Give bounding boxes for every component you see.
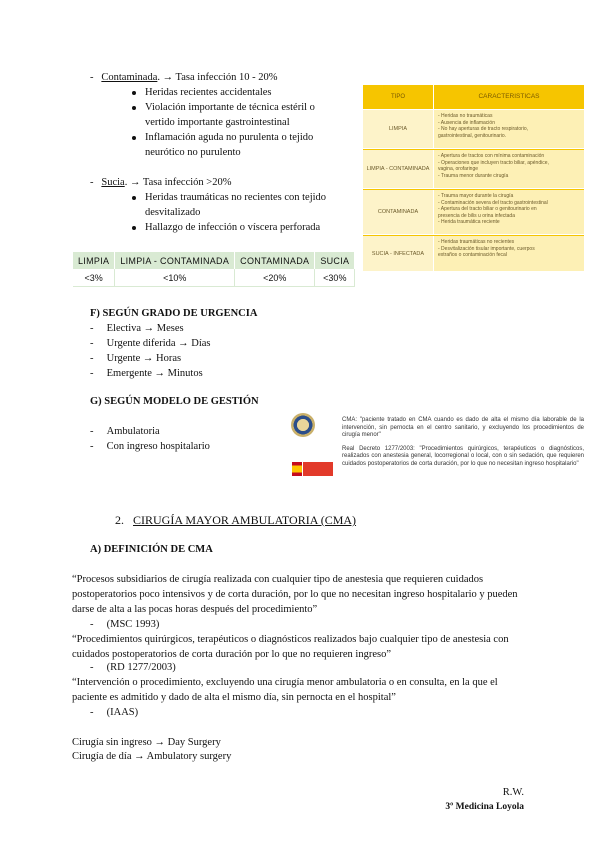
table-cell: <10%	[115, 269, 235, 287]
quote-1: “Procesos subsidiarios de cirugía realizada con cualquier tipo de anestesia que requieren cuidados postoperatorios poco intensivos y de corta duración, por lo que no necesitan ingreso hospitalario y pueden darse de alta a las pocas horas después del procedimiento”	[72, 574, 518, 615]
section-heading-urgencia: F) SEGÚN GRADO DE URGENCIA	[90, 308, 258, 319]
list-item: - Emergente → Minutos	[90, 368, 203, 379]
list-item-text: Emergente → Minutos	[106, 368, 203, 379]
table-cell: <20%	[235, 269, 315, 287]
table-header-row	[363, 85, 584, 109]
sucia-line: - Sucia. → Tasa infección >20%	[90, 177, 232, 188]
list-item-text: Electiva → Meses	[106, 323, 184, 334]
cma-definition-box	[342, 417, 584, 475]
table-row	[363, 110, 584, 148]
bullet	[132, 91, 136, 95]
list-item: Hallazgo de infección o víscera perforada	[145, 222, 321, 233]
row-desc	[434, 236, 584, 271]
row-type: LIMPIA - CONTAMINADA	[363, 150, 433, 188]
contaminada-line: - Contaminada. → Tasa infección 10 - 20%	[90, 72, 278, 83]
source-text: (IAAS)	[106, 707, 139, 718]
desc-line: - Apertura de tractos con mínima contaminación	[438, 153, 545, 159]
desc-line: - No hay aperturas de tracto respiratorio,	[438, 126, 529, 132]
list-item: desvitalizado	[145, 207, 201, 218]
ministry-logo	[303, 462, 333, 476]
desc-line: - Herida traumática reciente	[438, 219, 500, 225]
table-header: LIMPIA	[73, 252, 115, 269]
quote-source: - (IAAS)	[90, 707, 139, 718]
sucia-rate: . → Tasa infección >20%	[124, 177, 232, 188]
bullet	[132, 136, 136, 140]
list-item: vertido importante gastrointestinal	[145, 117, 290, 128]
list-item-text: Ambulatoria	[106, 426, 160, 437]
list-item: - Electiva → Meses	[90, 323, 184, 334]
quote-2: “Procedimientos quirúrgicos, terapéuticos o diagnósticos realizados bajo cualquier tipo de anestesia con cuidados postoperatorios de corta duración por lo que no requieren ingreso”	[72, 634, 509, 660]
table-header: CONTAMINADA	[235, 252, 315, 269]
row-desc	[434, 150, 584, 188]
quote-3: “Intervención o procedimiento, excluyendo una cirugía menor ambulatoria o en consulta, en la que el paciente es admitido y dado de alta el mismo día, sin pernocta en el hospital”	[72, 677, 498, 703]
characteristics-table	[363, 85, 584, 271]
list-item-text: Urgente diferida → Días	[106, 338, 211, 349]
table-cell: <30%	[315, 269, 355, 287]
section-title	[115, 512, 356, 528]
table-row	[363, 236, 584, 271]
desc-line: - Contaminación severa del tracto gastrointestinal	[438, 199, 548, 206]
table-header: LIMPIA - CONTAMINADA	[115, 252, 235, 269]
desc-line: - Desvitalización tisular importante, cuerpos	[438, 245, 535, 252]
table-row	[363, 190, 584, 234]
sucia-title: Sucia	[101, 177, 125, 188]
list-item-text: Urgente → Horas	[106, 353, 182, 364]
desc-line: - Trauma mayor durante la cirugía	[438, 193, 514, 199]
row-desc	[434, 190, 584, 234]
desc-line: - Ausencia de inflamación	[438, 119, 495, 126]
list-item-text: Con ingreso hospitalario	[106, 441, 210, 452]
footer-author: R.W.	[502, 787, 524, 798]
desc-line: presencia de bilis u orina infectada	[438, 212, 515, 219]
list-item: - Urgente diferida → Días	[90, 338, 211, 349]
term-line: Cirugía de día → Ambulatory surgery	[72, 751, 232, 762]
list-item: Inflamación aguda no purulenta o tejido	[145, 132, 314, 143]
desc-line: - Heridas traumáticas no recientes	[438, 239, 515, 245]
desc-line: extraños o contaminación fecal	[438, 252, 507, 258]
cma-paragraph: CMA: "paciente tratado en CMA cuando es dado de alta el mismo día laborable de la intervención, sin pernocta en el centro sanitario, y excluyendo los procedimientos de cirugía menor"	[342, 417, 584, 439]
desc-line: vagina, orofaringe	[438, 166, 479, 172]
subsection-heading: A) DEFINICIÓN DE CMA	[90, 544, 213, 555]
bullet	[132, 196, 136, 200]
spain-flag-icon	[292, 462, 302, 476]
list-item: - Urgente → Horas	[90, 353, 182, 364]
bullet	[132, 226, 136, 230]
table-row	[363, 150, 584, 188]
list-item: Violación importante de técnica estéril o	[145, 102, 315, 113]
rd-paragraph: Real Decreto 1277/2003: "Procedimientos quirúrgicos, terapéuticos o diagnósticos, realizados con anestesia general, locorregional o local, con o sin sedación, que requieren cuidados postoperatorios de corta duración, por lo que no necesitan ingreso hospitalario"	[342, 445, 584, 467]
list-item: - Con ingreso hospitalario	[90, 441, 210, 452]
section-title-text: CIRUGÍA MAYOR AMBULATORIA (CMA)	[133, 513, 357, 527]
table-cell: <3%	[73, 269, 115, 287]
desc-line: - Trauma menor durante cirugía	[438, 172, 509, 179]
table-header: SUCIA	[315, 252, 355, 269]
list-item: Heridas recientes accidentales	[145, 87, 272, 98]
infection-rate-table	[73, 252, 355, 287]
contaminada-title: Contaminada	[101, 72, 158, 83]
section-number: 2.	[115, 513, 124, 527]
row-desc	[434, 110, 584, 148]
table-header: TIPO	[363, 85, 434, 109]
term-line: Cirugía sin ingreso → Day Surgery	[72, 737, 221, 748]
source-text: (MSC 1993)	[106, 619, 160, 630]
quote-source: - (MSC 1993)	[90, 619, 160, 630]
desc-line: - Heridas no traumáticas	[438, 113, 493, 119]
desc-line: - Apertura del tracto biliar o genitourinario en	[438, 206, 537, 212]
desc-line: - Operaciones que incluyen tracto biliar, apéndice,	[438, 159, 549, 166]
list-item: Heridas traumáticas no recientes con tejido	[145, 192, 327, 203]
row-type: CONTAMINADA	[363, 190, 433, 234]
footer-course: 3º Medicina Loyola	[445, 802, 524, 812]
row-type: SUCIA - INFECTADA	[363, 236, 433, 271]
section-heading-gestion: G) SEGÚN MODELO DE GESTIÓN	[90, 396, 259, 407]
table-header: CARACTERISTICAS	[478, 93, 540, 100]
source-text: (RD 1277/2003)	[106, 662, 176, 673]
desc-line: gastrointestinal, genitourinario.	[438, 132, 507, 139]
row-type: LIMPIA	[363, 110, 433, 148]
contaminada-rate: . → Tasa infección 10 - 20%	[157, 72, 278, 83]
list-item: neurótico no purulento	[145, 147, 241, 158]
quote-source: - (RD 1277/2003)	[90, 662, 176, 673]
list-item: - Ambulatoria	[90, 426, 160, 437]
bullet	[132, 106, 136, 110]
seal-logo	[291, 413, 315, 437]
